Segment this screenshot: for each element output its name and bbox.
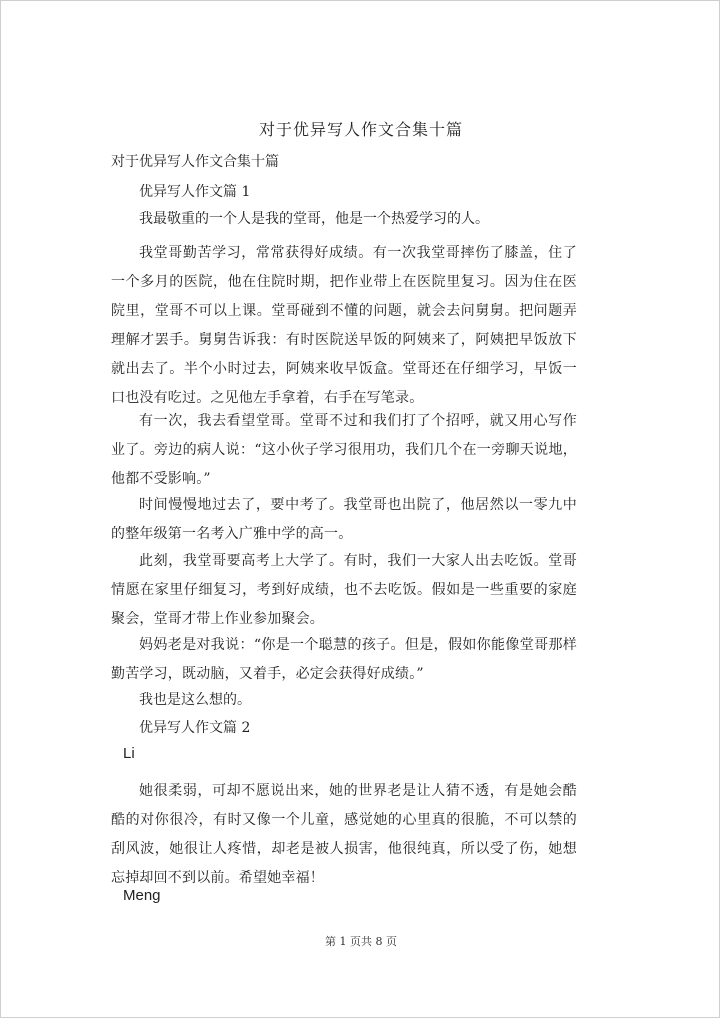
page-indicator: 第 1 页共 8 页 bbox=[325, 935, 397, 948]
person-name-meng: Meng bbox=[123, 887, 161, 904]
document-subtitle: 对于优异写人作文合集十篇 bbox=[111, 154, 279, 170]
paragraph-7: 我也是这么想的。 bbox=[139, 692, 251, 708]
section-heading-2: 优异写人作文篇 2 bbox=[139, 720, 251, 736]
paragraph-3: 有一次，我去看望堂哥。堂哥不过和我们打了个招呼，就又用心写作业了。旁边的病人说：“这小伙子学习很用功，我们几个在一旁聊天说地，他都不受影响。” bbox=[111, 413, 577, 487]
document-title: 对于优异写人作文合集十篇 bbox=[258, 120, 463, 139]
person-name-li: Li bbox=[123, 745, 135, 762]
paragraph-1: 我最敬重的一个人是我的堂哥，他是一个热爱学习的人。 bbox=[139, 211, 489, 227]
paragraph-4: 时间慢慢地过去了，要中考了。我堂哥也出院了，他居然以一零九中的整年级第一名考入广雅中学的高一。 bbox=[111, 497, 577, 542]
paragraph-8: 她很柔弱，可却不愿说出来，她的世界老是让人猜不透，有是她会酷酷的对你很冷，有时又像一个儿童，感觉她的心里真的很脆，不可以禁的刮风波，她很让人疼惜，却老是被人损害，他很纯真，所以受了伤，她想忘掉却回不到以前。希望她幸福！ bbox=[111, 783, 577, 886]
section-heading-1: 优异写人作文篇 1 bbox=[139, 184, 251, 200]
paragraph-5: 此刻，我堂哥要高考上大学了。有时，我们一大家人出去吃饭。堂哥情愿在家里仔细复习，考到好成绩，也不去吃饭。假如是一些重要的家庭聚会，堂哥才带上作业参加聚会。 bbox=[111, 553, 577, 627]
paragraph-2: 我堂哥勤苦学习，常常获得好成绩。有一次我堂哥摔伤了膝盖，住了一个多月的医院，他在住院时期，把作业带上在医院里复习。因为住在医院里，堂哥不可以上课。堂哥碰到不懂的问题，就会去问舅舅。把问题弄理解才罢手。舅舅告诉我：有时医院送早饭的阿姨来了，阿姨把早饭放下就出去了。半个小时过去，阿姨来收早饭盒。堂哥还在仔细学习，早饭一口也没有吃过。之见他左手拿着，右手在写笔录。 bbox=[111, 245, 577, 406]
paragraph-6: 妈妈老是对我说：“你是一个聪慧的孩子。但是，假如你能像堂哥那样勤苦学习，既动脑，又着手，必定会获得好成绩。” bbox=[111, 637, 577, 682]
